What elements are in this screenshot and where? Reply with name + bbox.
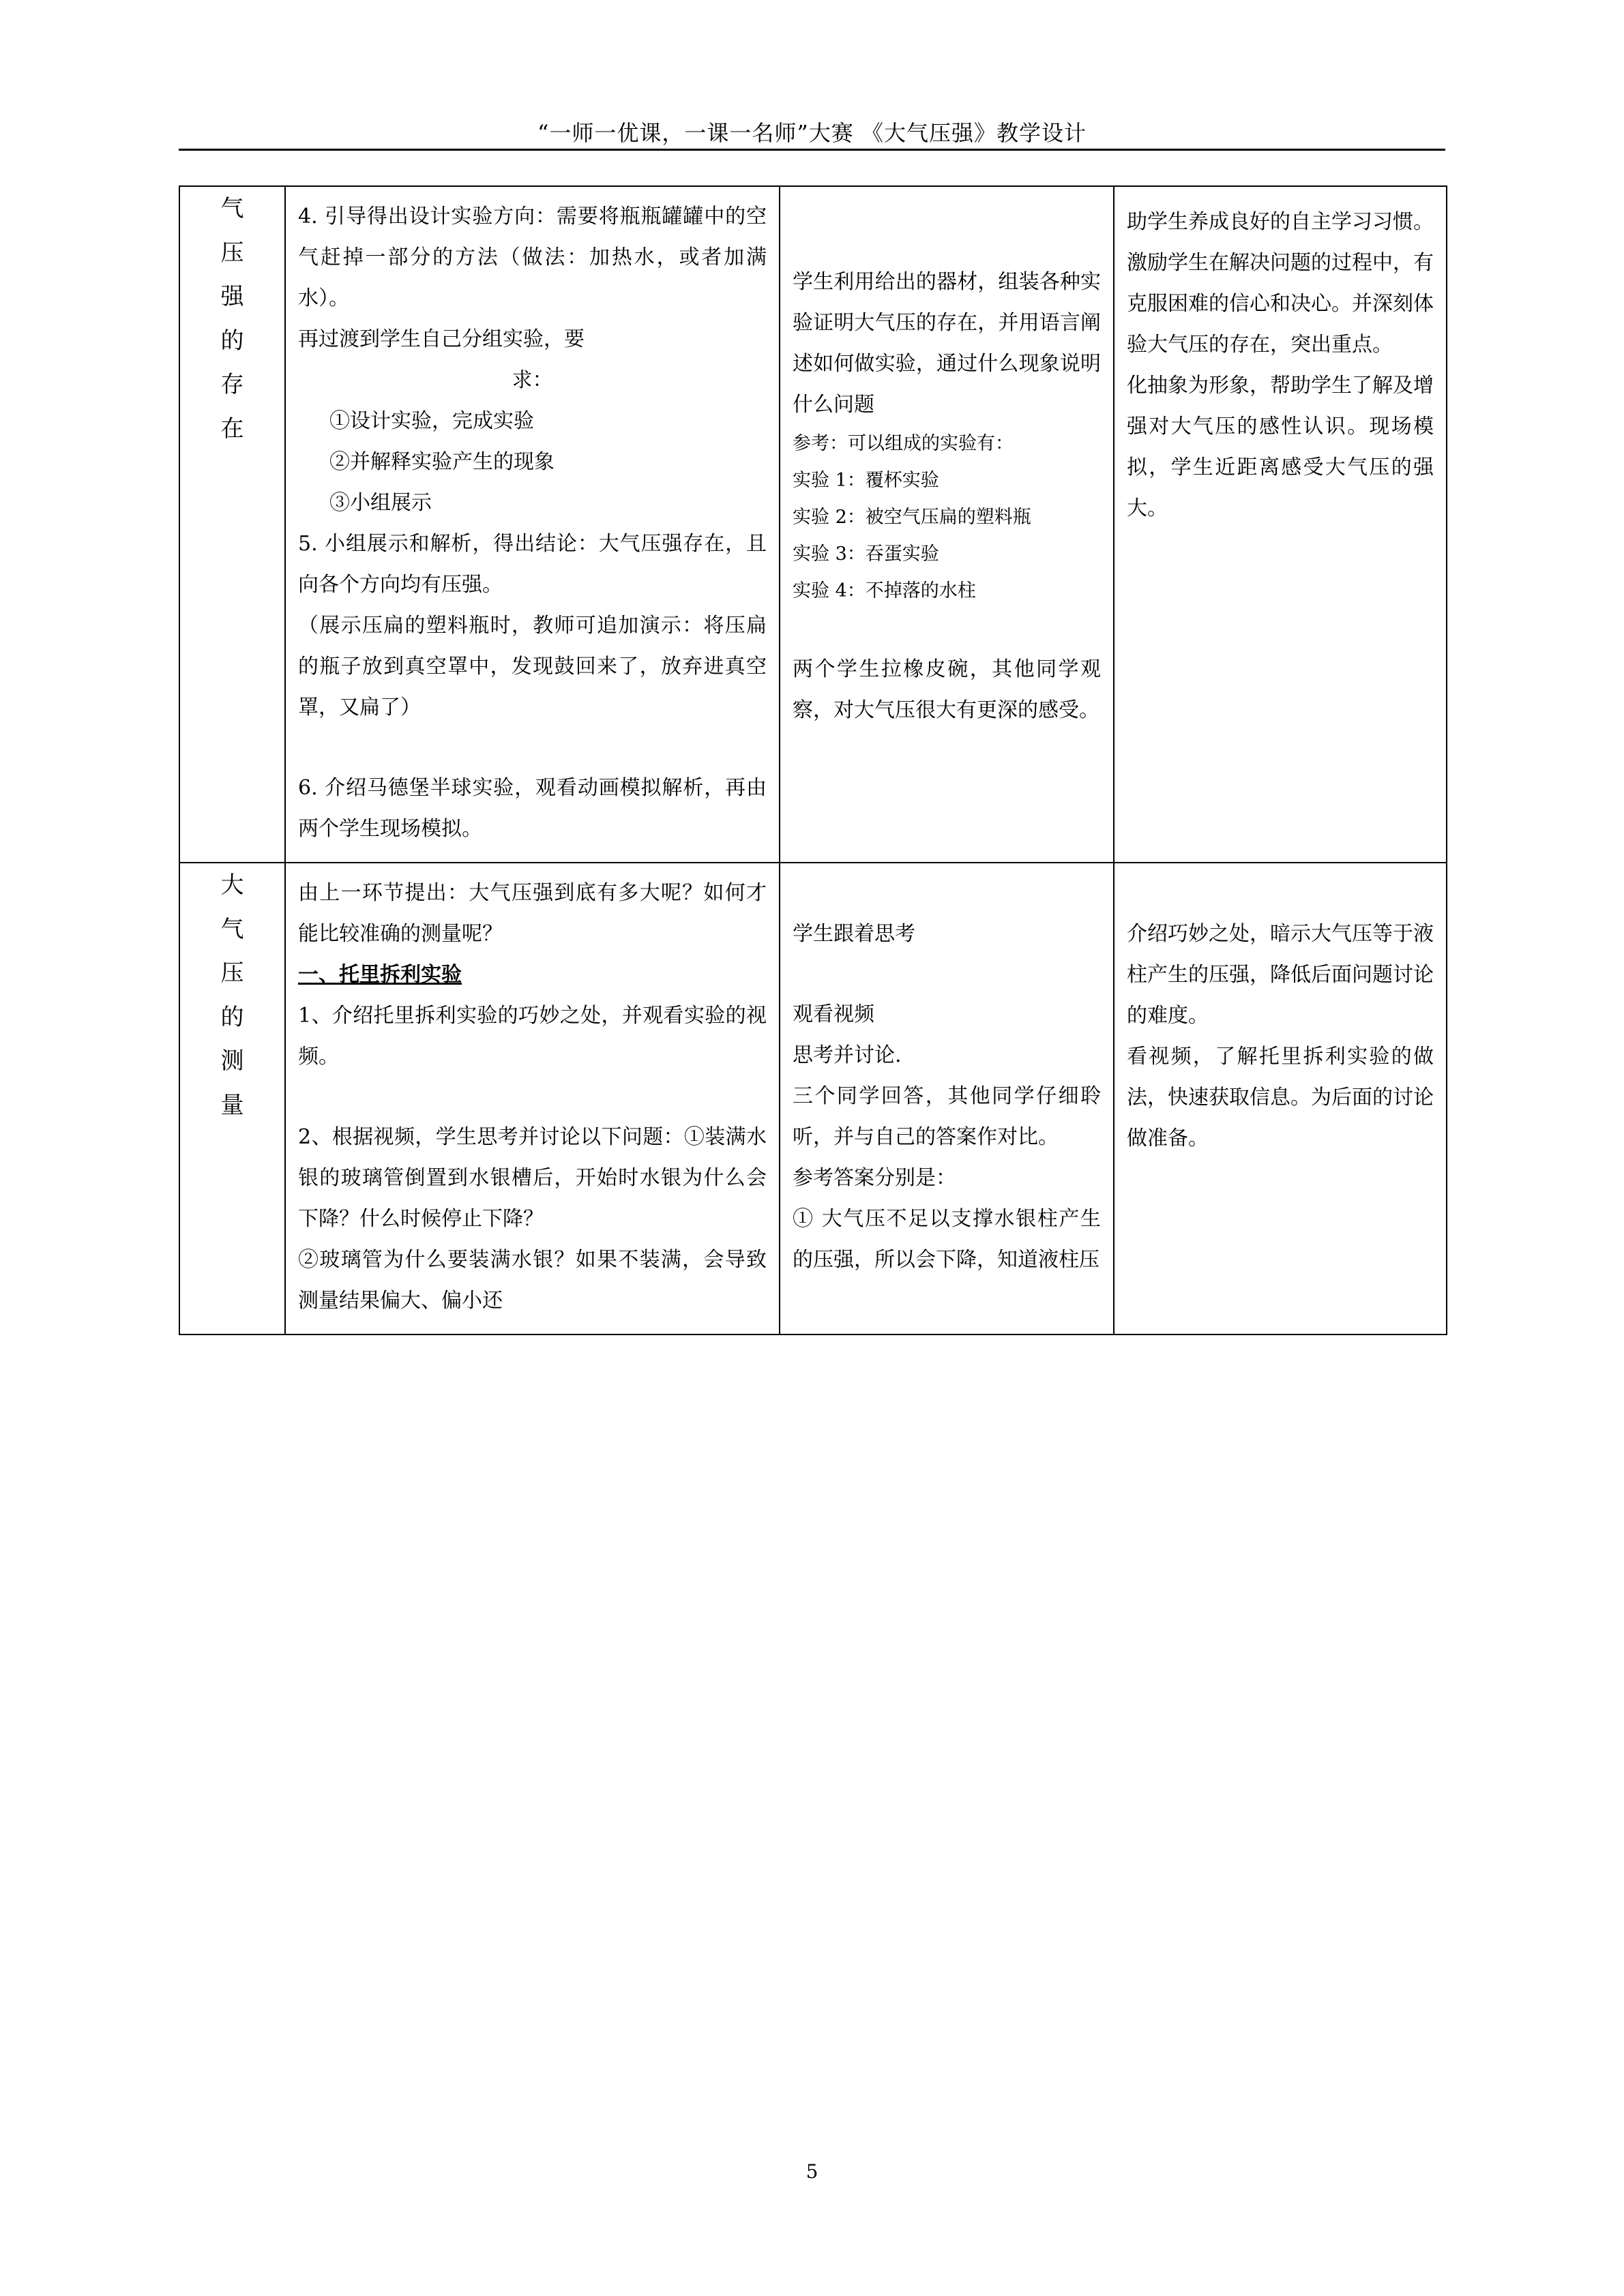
paragraph: 5. 小组展示和解析，得出结论：大气压强存在，且向各个方向均有压强。 — [298, 532, 767, 597]
paragraph: （展示压扁的塑料瓶时，教师可追加演示：将压扁的瓶子放到真空罩中，发现鼓回来了，放弃进真空罩，又扁了） — [298, 614, 767, 719]
lesson-plan-table — [179, 185, 1447, 1335]
paragraph: 再过渡到学生自己分组实验，要 — [298, 327, 585, 351]
row-label-cell — [179, 186, 285, 863]
teacher-activity-cell — [285, 186, 780, 863]
paragraph: 求： — [512, 368, 553, 392]
paragraph: 参考答案分别是： — [793, 1166, 956, 1190]
student-activity-cell — [780, 186, 1114, 863]
spacer — [793, 610, 1101, 649]
row-label-char: 量 — [220, 1091, 244, 1119]
paragraph: 由上一环节提出：大气压强到底有多大呢？如何才能比较准确的测量呢？ — [298, 881, 767, 946]
row-label-char: 强 — [220, 283, 244, 311]
row-label-char: 大 — [220, 871, 244, 899]
row-label-char: 的 — [220, 1003, 244, 1031]
paragraph: 观看视频 — [793, 1002, 874, 1026]
paragraph: ②玻璃管为什么要装满水银？如果不装满，会导致测量结果偏大、偏小还 — [298, 1248, 767, 1313]
paragraph: 思考并讨论. — [793, 1043, 902, 1067]
page-header: “一师一优课，一课一名师”大赛 《大气压强》教学设计 — [537, 120, 1087, 146]
page-number: 5 — [806, 2160, 818, 2183]
design-intent-cell — [1114, 186, 1447, 863]
row-label-char: 存 — [220, 371, 244, 399]
paragraph: 助学生养成良好的自主学习习惯。激励学生在解决问题的过程中，有克服困难的信心和决心。并深刻体验大气压的存在，突出重点。 — [1127, 210, 1434, 357]
paragraph: 看视频，了解托里拆利实验的做法，快速获取信息。为后面的讨论做准备。 — [1127, 1045, 1434, 1150]
row-label-char: 的 — [220, 327, 244, 355]
paragraph: ③小组展示 — [329, 491, 432, 515]
paragraph: 6. 介绍马德堡半球实验，观看动画模拟解析，再由两个学生现场模拟。 — [298, 776, 767, 841]
section-heading: 一、托里拆利实验 — [298, 963, 462, 987]
paragraph: 三个同学回答，其他同学仔细聆听，并与自己的答案作对比。 — [793, 1084, 1101, 1149]
paragraph: 实验 3：吞蛋实验 — [793, 543, 939, 565]
row-label-char: 气 — [220, 195, 244, 222]
design-intent-cell — [1114, 863, 1447, 1335]
spacer — [298, 728, 767, 768]
paragraph: 两个学生拉橡皮碗，其他同学观察，对大气压很大有更深的感受。 — [793, 657, 1101, 722]
paragraph: 实验 1：覆杯实验 — [793, 470, 939, 491]
student-activity-cell — [780, 863, 1114, 1335]
row-label-char: 压 — [220, 959, 244, 987]
paragraph: 实验 2：被空气压扁的塑料瓶 — [793, 507, 1031, 528]
row-label-cell — [179, 863, 285, 1335]
paragraph: 实验 4：不掉落的水柱 — [793, 580, 976, 601]
table-row — [179, 186, 1447, 863]
paragraph: 4. 引导得出设计实验方向：需要将瓶瓶罐罐中的空气赶掉一部分的方法（做法：加热水，或者加满水）。 — [298, 205, 767, 310]
spacer — [793, 955, 1101, 994]
paragraph: 1、介绍托里拆利实验的巧妙之处，并观看实验的视频。 — [298, 1004, 767, 1069]
row-label-char: 在 — [220, 415, 244, 443]
paragraph: 2、根据视频，学生思考并讨论以下问题：①装满水银的玻璃管倒置到水银槽后，开始时水银为什么会下降？什么时候停止下降？ — [298, 1125, 767, 1231]
paragraph: 参考：可以组成的实验有： — [793, 433, 1014, 454]
lesson-plan-table-container — [179, 185, 1447, 1335]
paragraph: ①设计实验，完成实验 — [329, 409, 534, 433]
paragraph: 学生跟着思考 — [793, 922, 915, 946]
row-label-char: 压 — [220, 239, 244, 267]
paragraph: ① 大气压不足以支撑水银柱产生的压强，所以会下降，知道液柱压 — [793, 1207, 1101, 1272]
spacer — [298, 1077, 767, 1117]
paragraph: 化抽象为形象，帮助学生了解及增强对大气压的感性认识。现场模拟，学生近距离感受大气压的强大。 — [1127, 374, 1434, 520]
table-row — [179, 863, 1447, 1335]
paragraph: ②并解释实验产生的现象 — [329, 450, 555, 474]
header-divider — [179, 149, 1445, 151]
teacher-activity-cell — [285, 863, 780, 1335]
row-label-char: 测 — [220, 1047, 244, 1075]
row-label-char: 气 — [220, 915, 244, 943]
paragraph: 学生利用给出的器材，组装各种实验证明大气压的存在，并用语言阐述如何做实验，通过什么现象说明什么问题 — [793, 270, 1101, 417]
paragraph: 介绍巧妙之处，暗示大气压等于液柱产生的压强，降低后面问题讨论的难度。 — [1127, 922, 1434, 1028]
